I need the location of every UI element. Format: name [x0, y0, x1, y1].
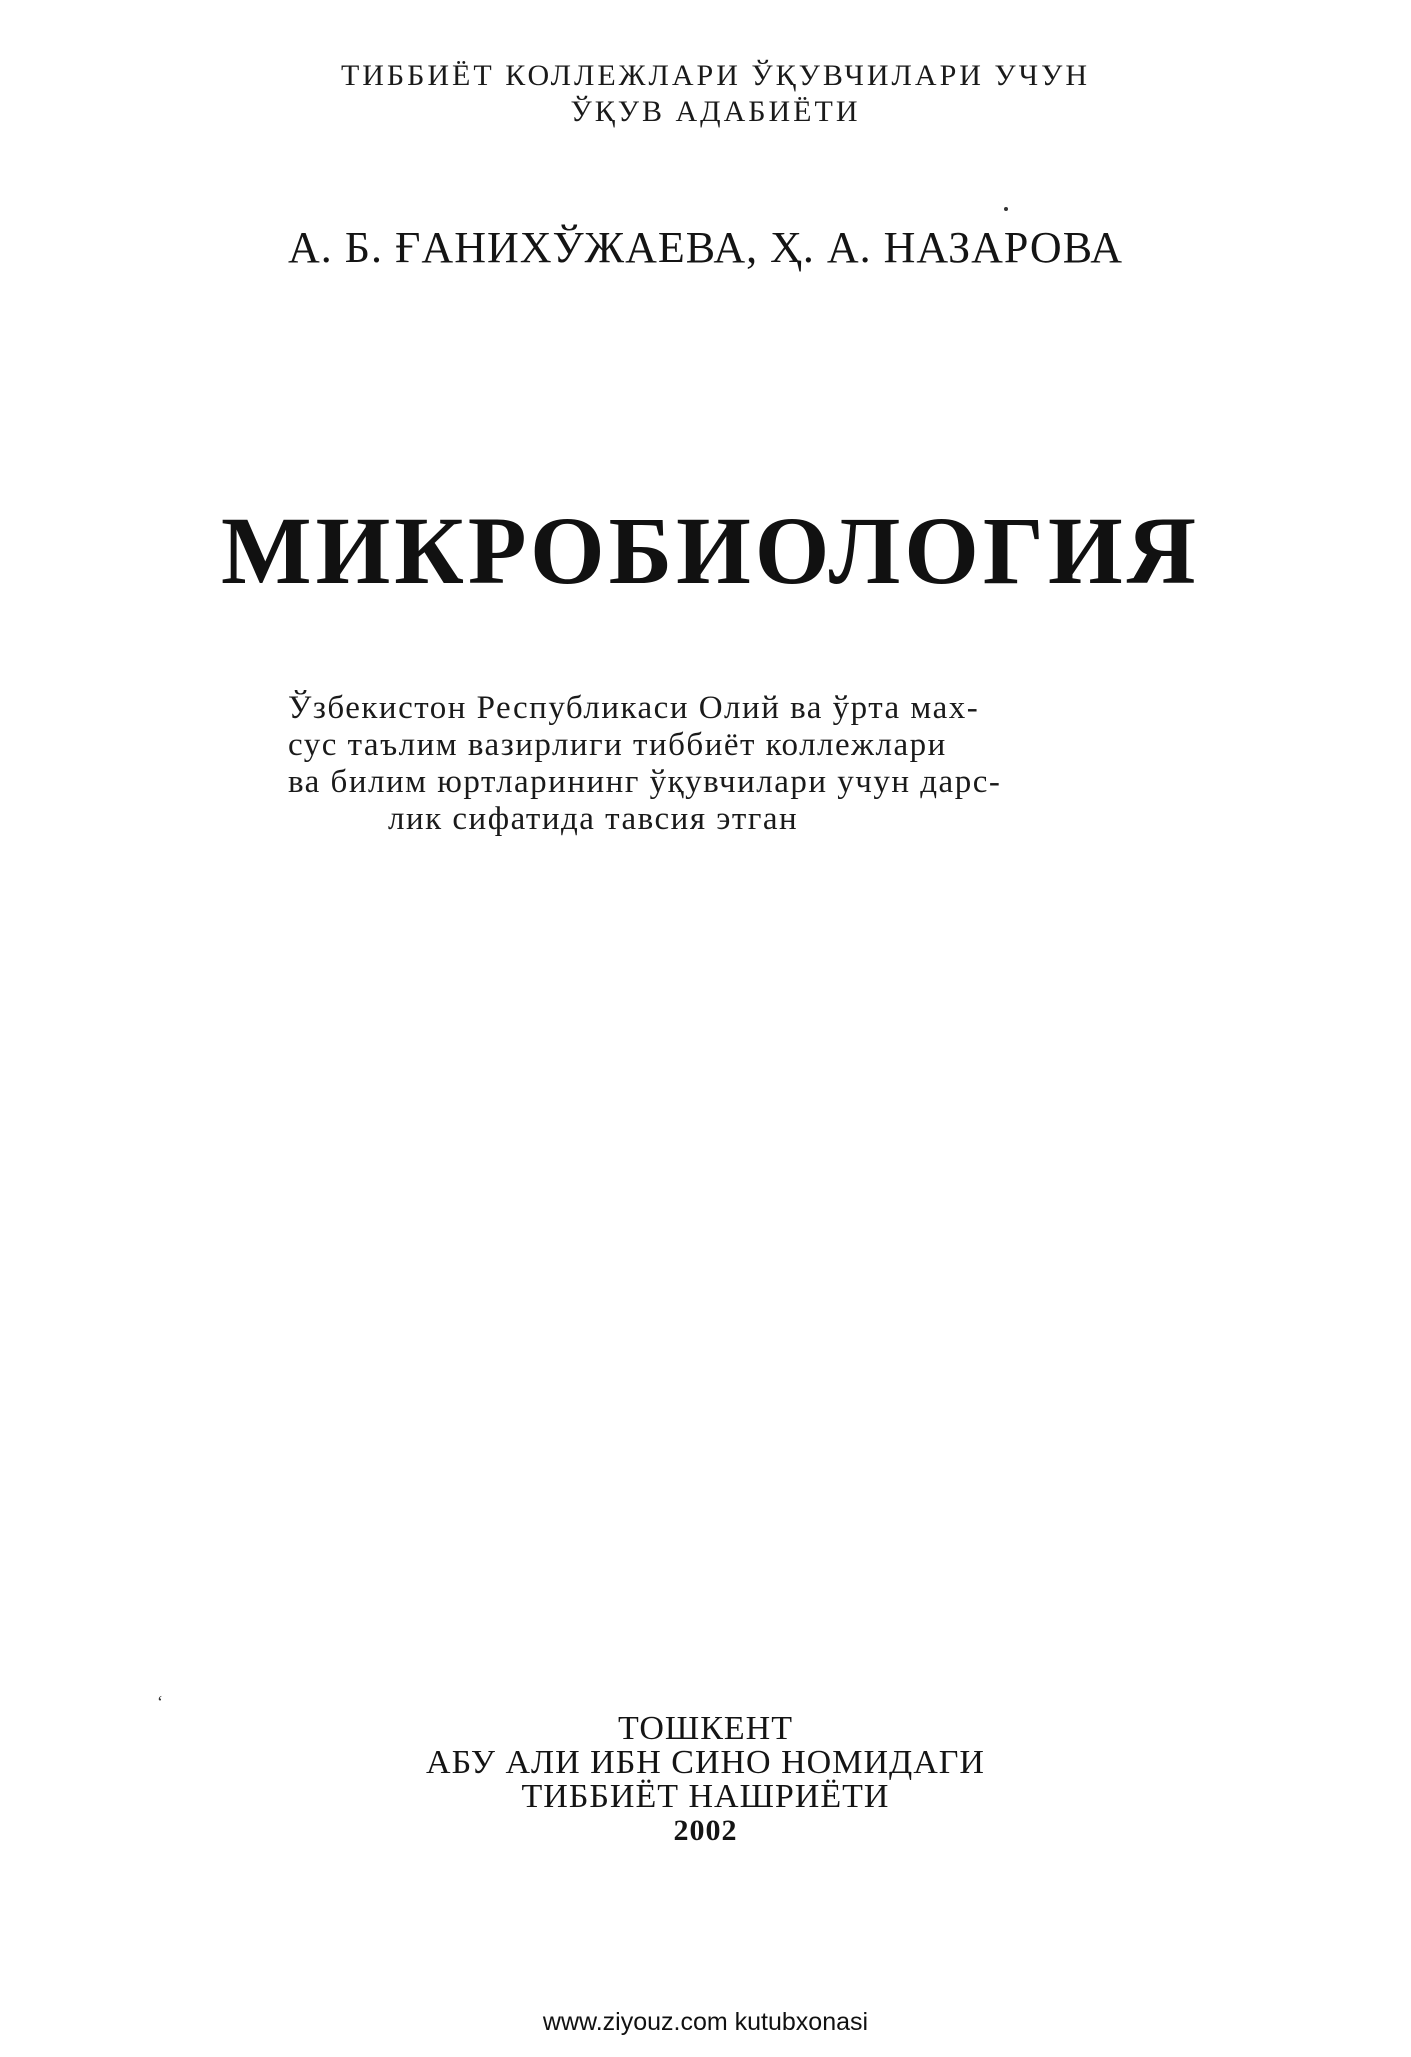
scan-mark: ʻ — [157, 1692, 163, 1712]
authors: А. Б. ҒАНИХЎЖАЕВА, Ҳ. А. НАЗАРОВА — [287, 223, 1124, 272]
imprint-publisher-line-1: АБУ АЛИ ИБН СИНО НОМИДАГИ — [426, 1744, 985, 1781]
imprint — [0, 1712, 1411, 1848]
series-line-2: ЎҚУВ АДАБИЁТИ — [570, 95, 861, 128]
imprint-city: ТОШКЕНТ — [618, 1710, 793, 1747]
approval-line-4: лик сифатида тавсия этган — [388, 801, 799, 837]
series-heading — [0, 58, 1411, 130]
imprint-year: 2002 — [673, 1814, 738, 1847]
approval-line-1: Ўзбекистон Республикаси Олий ва ўрта мах- — [288, 690, 980, 726]
approval-note — [288, 690, 1108, 838]
approval-line-2: сус таълим вазирлиги тиббиёт коллежлари — [288, 727, 947, 763]
footer-watermark-text: www.ziyouz.com kutubxonasi — [542, 2008, 869, 2036]
scan-speck — [1004, 207, 1008, 211]
book-title: МИКРОБИОЛОГИЯ — [221, 497, 1200, 604]
series-line-1: ТИББИЁТ КОЛЛЕЖЛАРИ ЎҚУВЧИЛАРИ УЧУН — [340, 59, 1091, 92]
imprint-publisher-line-2: ТИББИЁТ НАШРИЁТИ — [521, 1778, 890, 1815]
approval-line-3: ва билим юртларининг ўқувчилари учун дарс- — [288, 764, 1002, 800]
